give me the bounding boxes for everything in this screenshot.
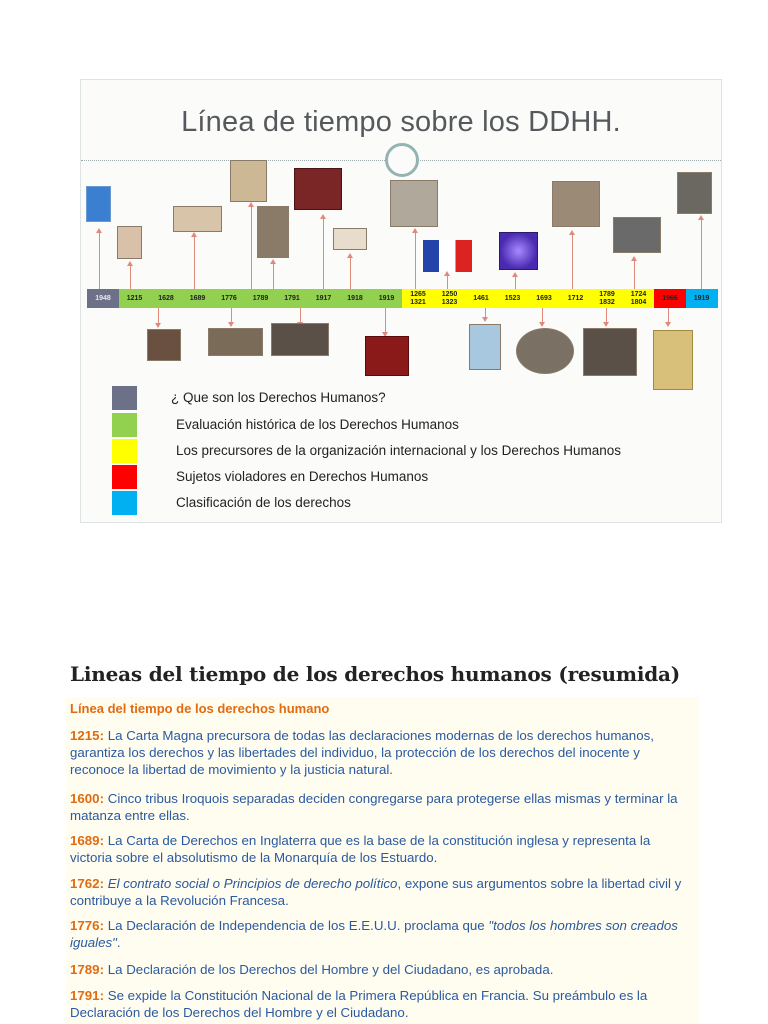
entry-year: 1791: bbox=[70, 988, 105, 1003]
timeline-entry bbox=[70, 961, 694, 978]
entry-year: 1762: bbox=[70, 876, 105, 891]
pin-1919-green bbox=[385, 308, 386, 335]
timeline-segment: 1919 bbox=[686, 289, 718, 308]
historical-engraving-image bbox=[257, 206, 289, 258]
violet-emblem-image bbox=[499, 232, 538, 270]
entry-italic-text: El contrato social o Principios de derecho político bbox=[104, 876, 398, 891]
declaration-document-image bbox=[230, 160, 267, 202]
philosopher-portrait-image bbox=[552, 181, 600, 227]
timeline-entry bbox=[70, 875, 694, 909]
entry-text: La Carta Magna precursora de todas las declaraciones modernas de los derechos humanos, garantiza los derechos y las libertades del individuo, la protección de los derechos del inocente y reconoce la libertad de movimiento y la justicia natural. bbox=[70, 728, 654, 777]
timeline-entry bbox=[70, 832, 694, 866]
magna-carta-image bbox=[117, 226, 142, 259]
entry-quote-text: "todos los hombres son creados iguales" bbox=[70, 918, 678, 950]
pin-1461 bbox=[485, 308, 486, 320]
legend-swatch bbox=[112, 439, 137, 463]
pin-1628 bbox=[158, 308, 159, 326]
timeline-segment: 1918 bbox=[339, 289, 371, 308]
pin-1689 bbox=[194, 234, 195, 289]
france-map-image bbox=[423, 240, 472, 272]
flags-image bbox=[677, 172, 712, 214]
timeline-segment: 1789 bbox=[245, 289, 277, 308]
pin-1712 bbox=[572, 232, 573, 289]
petition-of-right-image bbox=[147, 329, 181, 361]
timeline-segment: 1461 bbox=[465, 289, 497, 308]
legend-label: Sujetos violadores en Derechos Humanos bbox=[176, 469, 429, 484]
pin-1693 bbox=[542, 308, 543, 325]
timeline-bar bbox=[87, 289, 717, 308]
legend-swatch bbox=[112, 491, 137, 515]
timeline-segment: 1917 bbox=[308, 289, 340, 308]
entry-text: La Declaración de Independencia de los E.E.U.U. proclama que bbox=[104, 918, 489, 933]
timeline-segment: 1724 1804 bbox=[623, 289, 655, 308]
legend-label: Los precursores de la organización internacional y los Derechos Humanos bbox=[176, 443, 621, 458]
pin-1776 bbox=[251, 204, 252, 289]
timeline-entry bbox=[70, 790, 694, 824]
timeline-segment: 1712 bbox=[560, 289, 592, 308]
timeline-entries-box bbox=[66, 697, 699, 1024]
timeline-entry bbox=[70, 917, 694, 951]
timeline-entry bbox=[70, 727, 694, 778]
timeline-segment: 1689 bbox=[182, 289, 214, 308]
dante-portrait-image bbox=[390, 180, 438, 227]
versailles-poster-image bbox=[365, 336, 409, 376]
timeline-segment: 1265 1321 bbox=[402, 289, 434, 308]
timeline-segment: 1693 bbox=[528, 289, 560, 308]
timeline-segment: 1789 1832 bbox=[591, 289, 623, 308]
timeline-entry bbox=[70, 987, 694, 1021]
entry-year: 1600: bbox=[70, 791, 105, 806]
entries-subtitle: Línea del tiempo de los derechos humano bbox=[70, 701, 330, 716]
entry-text: Cinco tribus Iroquois separadas deciden congregarse para protegerse ellas mismas y terminar la matanza entre ellas. bbox=[70, 791, 678, 823]
entry-year: 1689: bbox=[70, 833, 105, 848]
entry-text: Se expide la Constitución Nacional de la Primera República en Francia. Su preámbulo es la Declaración de los Derechos del Hombre y el Ciudadano. bbox=[70, 988, 648, 1020]
entry-text: , expone sus argumentos sobre la libertad civil y contribuye a la Revolución Francesa. bbox=[70, 876, 682, 908]
timeline-segment: 1919 bbox=[371, 289, 403, 308]
pin-1919-blue bbox=[701, 217, 702, 289]
legend-swatch bbox=[112, 386, 137, 410]
timeline-slide bbox=[80, 79, 722, 523]
timeline-segment: 1966 bbox=[654, 289, 686, 308]
assembly-painting-image bbox=[208, 328, 263, 356]
entry-year: 1776: bbox=[70, 918, 105, 933]
timeline-segment: 1776 bbox=[213, 289, 245, 308]
un-emblem-image bbox=[86, 186, 111, 222]
legend-label: Clasificación de los derechos bbox=[176, 495, 351, 510]
pin-1523 bbox=[515, 274, 516, 289]
legend-swatch bbox=[112, 413, 137, 437]
pin-1918 bbox=[350, 255, 351, 289]
pin-1215 bbox=[130, 263, 131, 289]
timeline-segment: 1250 1323 bbox=[434, 289, 466, 308]
pin-1250 bbox=[447, 273, 448, 289]
legend-label: ¿ Que son los Derechos Humanos? bbox=[171, 390, 386, 405]
pin-1966 bbox=[668, 308, 669, 325]
entry-year: 1789: bbox=[70, 962, 105, 977]
timeline-segment: 1215 bbox=[119, 289, 151, 308]
slide-title: Línea de tiempo sobre los DDHH. bbox=[181, 106, 621, 138]
timeline-segment: 1948 bbox=[87, 289, 119, 308]
entry-text: La Declaración de los Derechos del Hombre y del Ciudadano, es aprobada. bbox=[104, 962, 554, 977]
pin-1789-yellow bbox=[606, 308, 607, 325]
pin-1265 bbox=[415, 230, 416, 289]
congress-painting-image bbox=[271, 323, 329, 356]
bentham-portrait-image bbox=[583, 328, 637, 376]
legend-swatch bbox=[112, 465, 137, 489]
pin-1917 bbox=[323, 216, 324, 289]
pin-1948 bbox=[99, 230, 100, 289]
covenant-statue-image bbox=[653, 330, 693, 390]
codex-figure-image bbox=[469, 324, 501, 370]
red-book-image bbox=[294, 168, 342, 210]
entry-year: 1215: bbox=[70, 728, 105, 743]
article-heading: Lineas del tiempo de los derechos humanos (resumida) bbox=[70, 662, 681, 686]
oval-portrait-image bbox=[516, 328, 574, 374]
pin-1724 bbox=[634, 258, 635, 289]
entry-tail: . bbox=[116, 935, 121, 950]
title-circle-ornament bbox=[385, 143, 419, 177]
timeline-segment: 1628 bbox=[150, 289, 182, 308]
thinker-portrait-image bbox=[613, 217, 661, 253]
pin-1789 bbox=[273, 261, 274, 289]
document-seal-image bbox=[333, 228, 367, 250]
bill-of-rights-image bbox=[173, 206, 222, 232]
timeline-segment: 1523 bbox=[497, 289, 529, 308]
entry-text: La Carta de Derechos en Inglaterra que es la base de la constitución inglesa y representa la victoria sobre el absolutismo de la Monarquía de los Estuardo. bbox=[70, 833, 651, 865]
pin-1776-below bbox=[231, 308, 232, 325]
timeline-segment: 1791 bbox=[276, 289, 308, 308]
legend-label: Evaluación histórica de los Derechos Humanos bbox=[176, 417, 459, 432]
